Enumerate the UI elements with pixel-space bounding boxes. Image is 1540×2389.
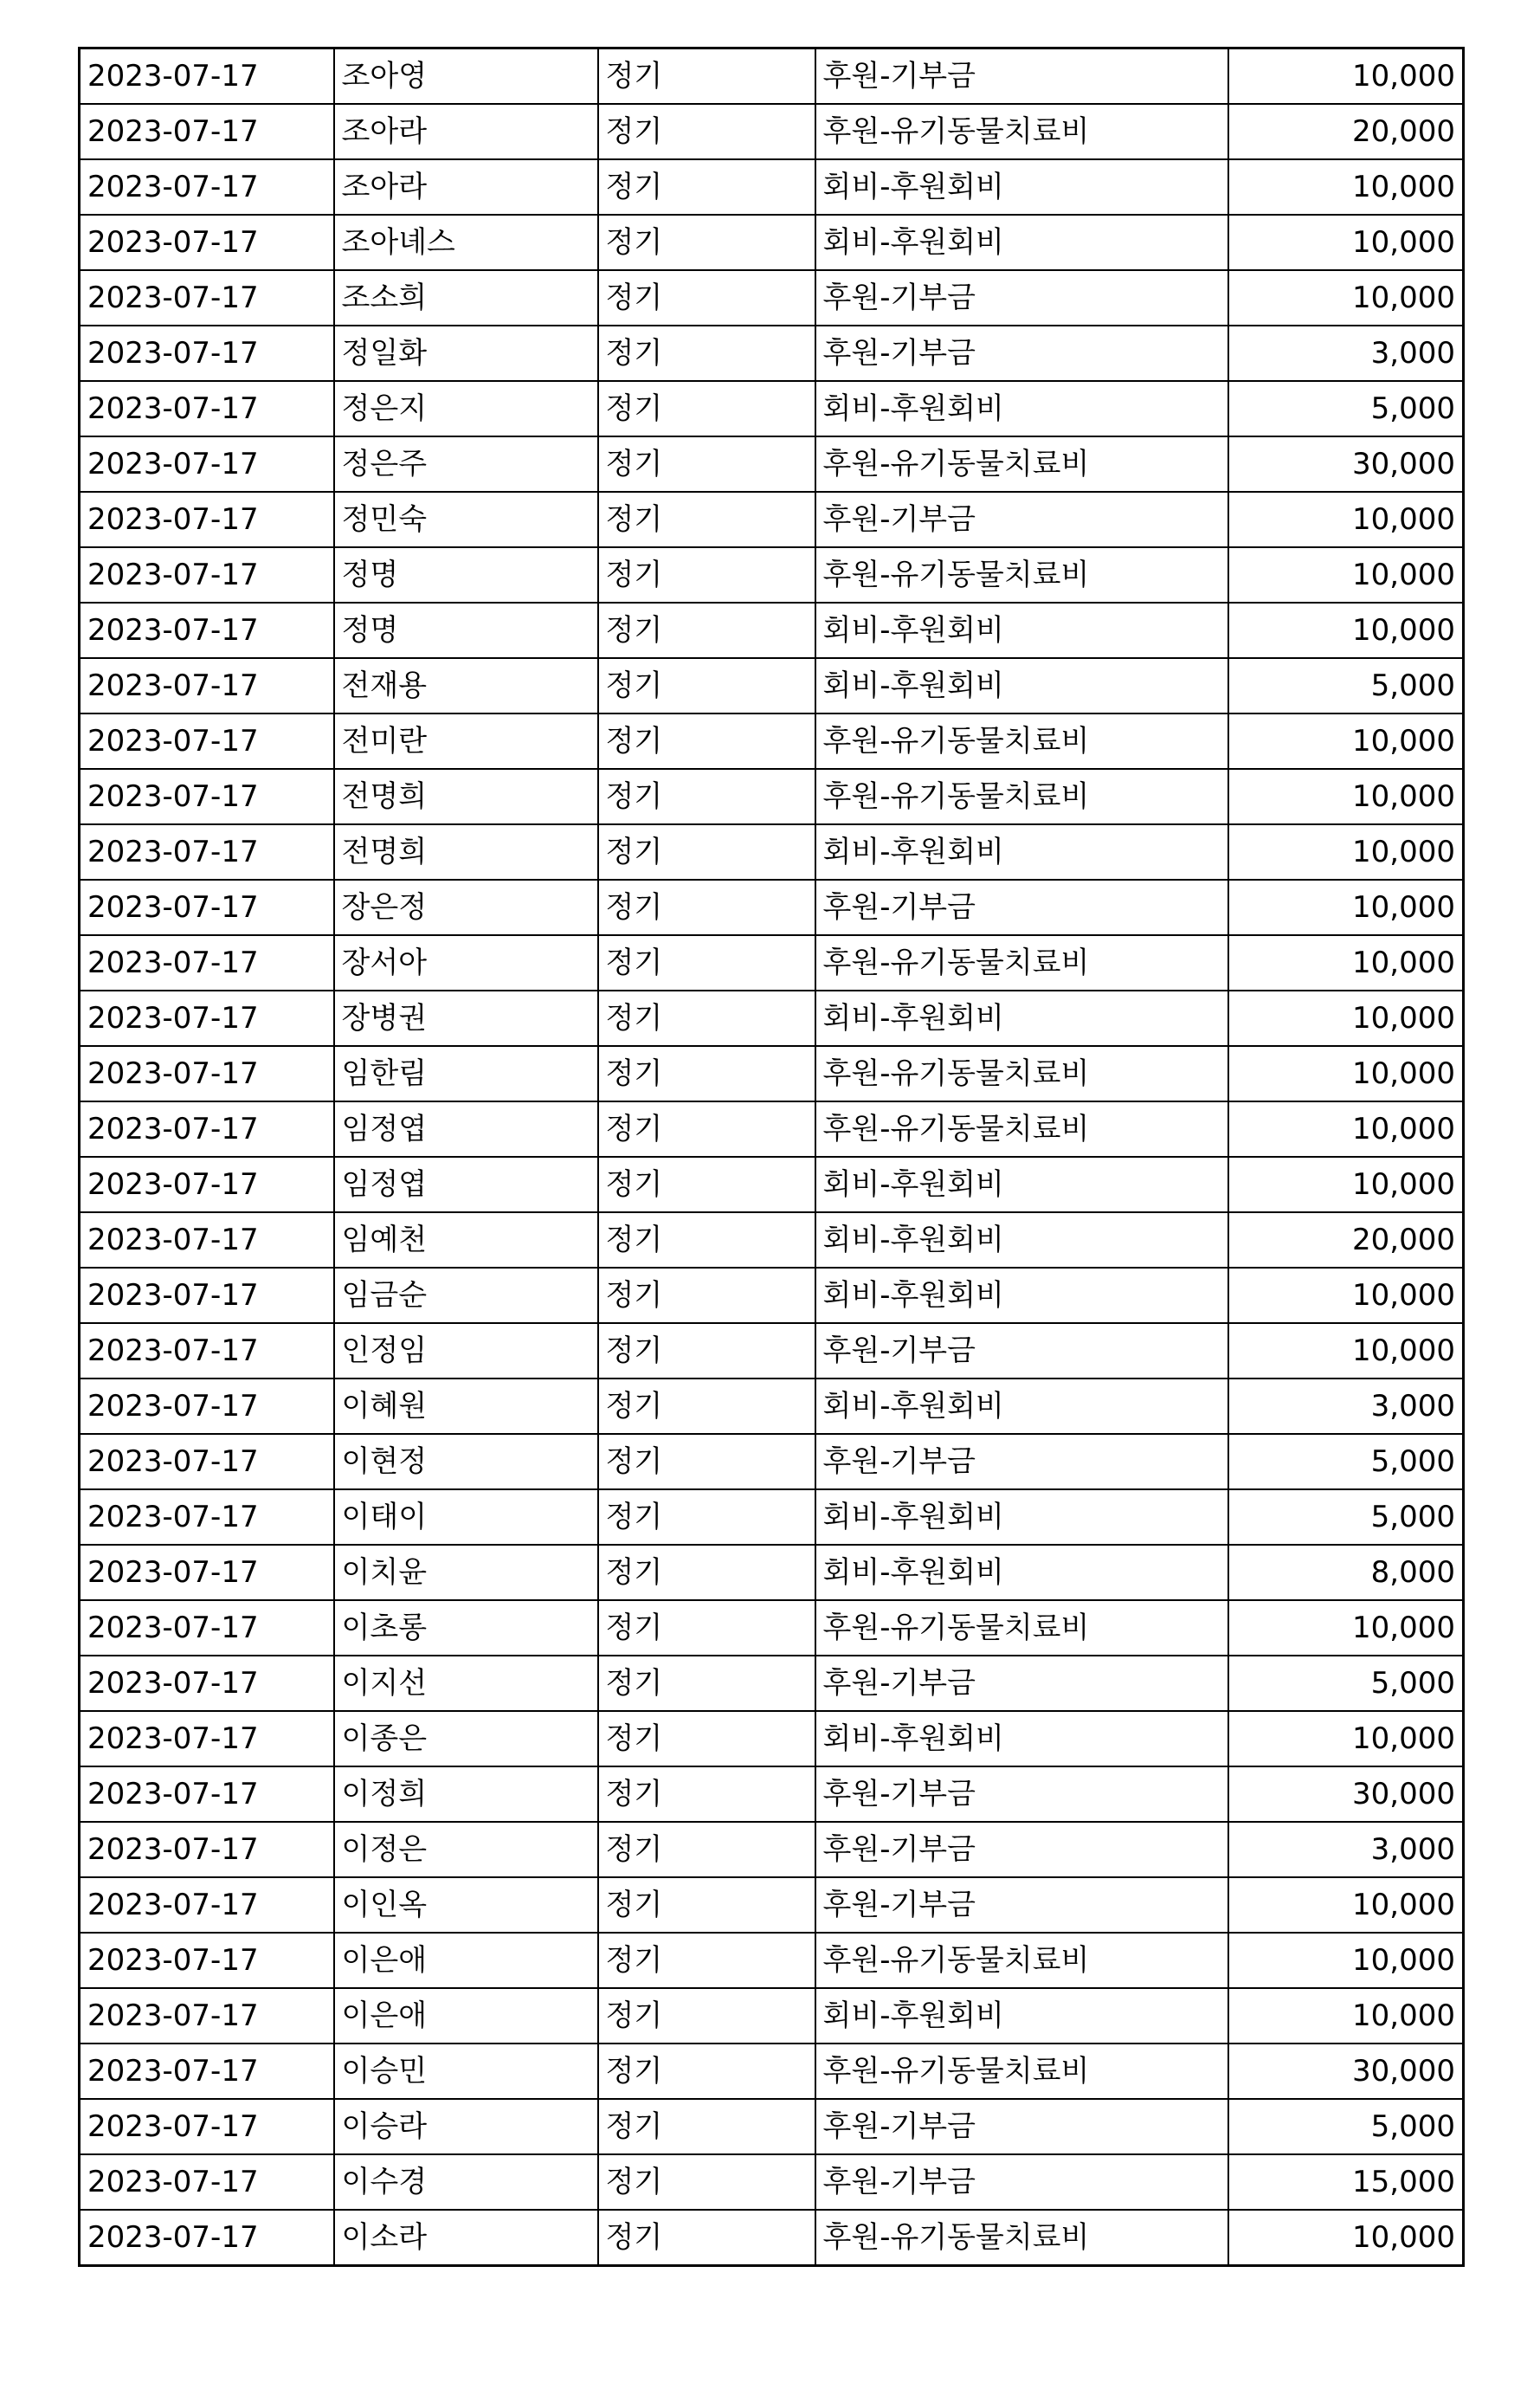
amount-cell: 5,000 [1228,2099,1464,2154]
table-row [80,2099,1464,2154]
table-row [80,1822,1464,1877]
type-cell: 정기 [598,1046,815,1101]
table-row [80,547,1464,603]
name-cell: 이은애 [334,1988,598,2044]
amount-cell: 30,000 [1228,2044,1464,2099]
type-cell: 정기 [598,1711,815,1766]
date-cell: 2023-07-17 [80,1434,334,1489]
category-cell: 회비-후원회비 [815,1379,1228,1434]
category-cell: 후원-유기동물치료비 [815,935,1228,991]
date-cell: 2023-07-17 [80,1711,334,1766]
amount-cell: 10,000 [1228,603,1464,658]
date-cell: 2023-07-17 [80,1268,334,1323]
type-cell: 정기 [598,1379,815,1434]
name-cell: 전미란 [334,713,598,769]
donation-ledger-table [78,47,1465,2267]
date-cell: 2023-07-17 [80,1600,334,1656]
category-cell: 회비-후원회비 [815,1157,1228,1212]
name-cell: 이혜원 [334,1379,598,1434]
table-row [80,1379,1464,1434]
date-cell: 2023-07-17 [80,215,334,270]
date-cell: 2023-07-17 [80,1545,334,1600]
date-cell: 2023-07-17 [80,1877,334,1933]
amount-cell: 15,000 [1228,2154,1464,2210]
table-row [80,1933,1464,1988]
table-row [80,159,1464,215]
date-cell: 2023-07-17 [80,1656,334,1711]
date-cell: 2023-07-17 [80,2044,334,2099]
name-cell: 장은정 [334,880,598,935]
name-cell: 이승라 [334,2099,598,2154]
table-row [80,104,1464,159]
category-cell: 회비-후원회비 [815,1988,1228,2044]
table-row [80,1268,1464,1323]
category-cell: 후원-기부금 [815,880,1228,935]
type-cell: 정기 [598,658,815,713]
amount-cell: 10,000 [1228,935,1464,991]
type-cell: 정기 [598,1268,815,1323]
amount-cell: 3,000 [1228,1822,1464,1877]
table-row [80,824,1464,880]
amount-cell: 10,000 [1228,1877,1464,1933]
table-row [80,215,1464,270]
table-row [80,1157,1464,1212]
name-cell: 임한림 [334,1046,598,1101]
amount-cell: 10,000 [1228,1711,1464,1766]
type-cell: 정기 [598,2154,815,2210]
type-cell: 정기 [598,2210,815,2266]
date-cell: 2023-07-17 [80,1988,334,2044]
date-cell: 2023-07-17 [80,48,334,105]
date-cell: 2023-07-17 [80,1933,334,1988]
type-cell: 정기 [598,1600,815,1656]
table-row [80,1545,1464,1600]
date-cell: 2023-07-17 [80,1157,334,1212]
category-cell: 회비-후원회비 [815,658,1228,713]
table-row [80,2210,1464,2266]
type-cell: 정기 [598,1157,815,1212]
type-cell: 정기 [598,1877,815,1933]
amount-cell: 10,000 [1228,492,1464,547]
name-cell: 이현정 [334,1434,598,1489]
type-cell: 정기 [598,824,815,880]
type-cell: 정기 [598,1988,815,2044]
amount-cell: 10,000 [1228,215,1464,270]
amount-cell: 10,000 [1228,824,1464,880]
name-cell: 이초롱 [334,1600,598,1656]
amount-cell: 10,000 [1228,547,1464,603]
amount-cell: 20,000 [1228,1212,1464,1268]
amount-cell: 10,000 [1228,1600,1464,1656]
amount-cell: 3,000 [1228,326,1464,381]
name-cell: 정은주 [334,436,598,492]
table-row [80,270,1464,326]
category-cell: 후원-기부금 [815,1877,1228,1933]
category-cell: 회비-후원회비 [815,824,1228,880]
type-cell: 정기 [598,159,815,215]
date-cell: 2023-07-17 [80,381,334,436]
date-cell: 2023-07-17 [80,436,334,492]
amount-cell: 5,000 [1228,1489,1464,1545]
type-cell: 정기 [598,270,815,326]
category-cell: 후원-기부금 [815,2154,1228,2210]
name-cell: 이인옥 [334,1877,598,1933]
amount-cell: 10,000 [1228,270,1464,326]
amount-cell: 10,000 [1228,769,1464,824]
type-cell: 정기 [598,880,815,935]
date-cell: 2023-07-17 [80,2154,334,2210]
table-row [80,1323,1464,1379]
table-row [80,713,1464,769]
category-cell: 후원-기부금 [815,1766,1228,1822]
date-cell: 2023-07-17 [80,2099,334,2154]
type-cell: 정기 [598,1822,815,1877]
name-cell: 전명희 [334,769,598,824]
name-cell: 전재용 [334,658,598,713]
table-row [80,2044,1464,2099]
name-cell: 장병권 [334,991,598,1046]
date-cell: 2023-07-17 [80,492,334,547]
table-row [80,1988,1464,2044]
amount-cell: 5,000 [1228,1434,1464,1489]
name-cell: 조아영 [334,48,598,105]
table-row [80,769,1464,824]
amount-cell: 10,000 [1228,1157,1464,1212]
name-cell: 조아라 [334,159,598,215]
name-cell: 조아녜스 [334,215,598,270]
name-cell: 이승민 [334,2044,598,2099]
type-cell: 정기 [598,1766,815,1822]
category-cell: 후원-기부금 [815,1656,1228,1711]
category-cell: 후원-유기동물치료비 [815,2210,1228,2266]
date-cell: 2023-07-17 [80,1046,334,1101]
type-cell: 정기 [598,215,815,270]
type-cell: 정기 [598,2099,815,2154]
name-cell: 임금순 [334,1268,598,1323]
type-cell: 정기 [598,603,815,658]
amount-cell: 10,000 [1228,991,1464,1046]
type-cell: 정기 [598,326,815,381]
type-cell: 정기 [598,769,815,824]
category-cell: 후원-기부금 [815,48,1228,105]
name-cell: 이정은 [334,1822,598,1877]
type-cell: 정기 [598,2044,815,2099]
type-cell: 정기 [598,492,815,547]
category-cell: 회비-후원회비 [815,991,1228,1046]
name-cell: 장서아 [334,935,598,991]
date-cell: 2023-07-17 [80,1323,334,1379]
date-cell: 2023-07-17 [80,326,334,381]
ledger-body [80,48,1464,2266]
type-cell: 정기 [598,104,815,159]
table-row [80,1711,1464,1766]
amount-cell: 3,000 [1228,1379,1464,1434]
category-cell: 회비-후원회비 [815,1711,1228,1766]
table-row [80,1877,1464,1933]
amount-cell: 10,000 [1228,1101,1464,1157]
category-cell: 회비-후원회비 [815,603,1228,658]
category-cell: 회비-후원회비 [815,381,1228,436]
type-cell: 정기 [598,1545,815,1600]
date-cell: 2023-07-17 [80,769,334,824]
name-cell: 조소희 [334,270,598,326]
type-cell: 정기 [598,1323,815,1379]
amount-cell: 10,000 [1228,1046,1464,1101]
category-cell: 후원-기부금 [815,1434,1228,1489]
category-cell: 후원-유기동물치료비 [815,1046,1228,1101]
table-row [80,2154,1464,2210]
category-cell: 후원-유기동물치료비 [815,2044,1228,2099]
name-cell: 임정엽 [334,1101,598,1157]
table-row [80,1600,1464,1656]
table-row [80,880,1464,935]
category-cell: 후원-기부금 [815,270,1228,326]
type-cell: 정기 [598,1101,815,1157]
type-cell: 정기 [598,48,815,105]
date-cell: 2023-07-17 [80,603,334,658]
type-cell: 정기 [598,1434,815,1489]
name-cell: 정명 [334,603,598,658]
date-cell: 2023-07-17 [80,1379,334,1434]
category-cell: 회비-후원회비 [815,215,1228,270]
name-cell: 이종은 [334,1711,598,1766]
category-cell: 후원-기부금 [815,2099,1228,2154]
amount-cell: 8,000 [1228,1545,1464,1600]
date-cell: 2023-07-17 [80,159,334,215]
amount-cell: 10,000 [1228,1988,1464,2044]
table-row [80,1046,1464,1101]
name-cell: 이은애 [334,1933,598,1988]
table-row [80,436,1464,492]
date-cell: 2023-07-17 [80,935,334,991]
date-cell: 2023-07-17 [80,547,334,603]
name-cell: 인정임 [334,1323,598,1379]
date-cell: 2023-07-17 [80,1822,334,1877]
table-row [80,1656,1464,1711]
name-cell: 정민숙 [334,492,598,547]
name-cell: 임예천 [334,1212,598,1268]
amount-cell: 30,000 [1228,436,1464,492]
category-cell: 후원-유기동물치료비 [815,547,1228,603]
amount-cell: 10,000 [1228,2210,1464,2266]
name-cell: 정명 [334,547,598,603]
amount-cell: 10,000 [1228,48,1464,105]
table-row [80,1489,1464,1545]
date-cell: 2023-07-17 [80,104,334,159]
date-cell: 2023-07-17 [80,658,334,713]
category-cell: 후원-기부금 [815,492,1228,547]
name-cell: 정은지 [334,381,598,436]
table-row [80,1434,1464,1489]
name-cell: 이정희 [334,1766,598,1822]
amount-cell: 10,000 [1228,1268,1464,1323]
name-cell: 이지선 [334,1656,598,1711]
category-cell: 회비-후원회비 [815,1212,1228,1268]
category-cell: 회비-후원회비 [815,159,1228,215]
type-cell: 정기 [598,1489,815,1545]
category-cell: 후원-기부금 [815,1323,1228,1379]
table-row [80,492,1464,547]
amount-cell: 10,000 [1228,880,1464,935]
category-cell: 후원-유기동물치료비 [815,713,1228,769]
category-cell: 후원-유기동물치료비 [815,1101,1228,1157]
category-cell: 후원-유기동물치료비 [815,104,1228,159]
date-cell: 2023-07-17 [80,824,334,880]
name-cell: 조아라 [334,104,598,159]
category-cell: 후원-기부금 [815,1822,1228,1877]
category-cell: 후원-유기동물치료비 [815,1933,1228,1988]
date-cell: 2023-07-17 [80,2210,334,2266]
type-cell: 정기 [598,935,815,991]
category-cell: 회비-후원회비 [815,1268,1228,1323]
date-cell: 2023-07-17 [80,880,334,935]
table-row [80,991,1464,1046]
category-cell: 후원-기부금 [815,326,1228,381]
date-cell: 2023-07-17 [80,1766,334,1822]
type-cell: 정기 [598,436,815,492]
type-cell: 정기 [598,381,815,436]
name-cell: 전명희 [334,824,598,880]
amount-cell: 30,000 [1228,1766,1464,1822]
amount-cell: 10,000 [1228,713,1464,769]
date-cell: 2023-07-17 [80,1101,334,1157]
amount-cell: 10,000 [1228,1323,1464,1379]
type-cell: 정기 [598,547,815,603]
table-row [80,1101,1464,1157]
table-row [80,658,1464,713]
date-cell: 2023-07-17 [80,991,334,1046]
date-cell: 2023-07-17 [80,713,334,769]
table-row [80,1766,1464,1822]
name-cell: 정일화 [334,326,598,381]
category-cell: 후원-유기동물치료비 [815,436,1228,492]
name-cell: 이치윤 [334,1545,598,1600]
category-cell: 회비-후원회비 [815,1545,1228,1600]
name-cell: 이수경 [334,2154,598,2210]
date-cell: 2023-07-17 [80,1212,334,1268]
amount-cell: 10,000 [1228,1933,1464,1988]
amount-cell: 10,000 [1228,159,1464,215]
name-cell: 이소라 [334,2210,598,2266]
date-cell: 2023-07-17 [80,270,334,326]
date-cell: 2023-07-17 [80,1489,334,1545]
table-row [80,48,1464,105]
table-row [80,381,1464,436]
name-cell: 이태이 [334,1489,598,1545]
table-row [80,326,1464,381]
amount-cell: 20,000 [1228,104,1464,159]
amount-cell: 5,000 [1228,381,1464,436]
type-cell: 정기 [598,1656,815,1711]
type-cell: 정기 [598,1933,815,1988]
table-row [80,1212,1464,1268]
amount-cell: 5,000 [1228,658,1464,713]
table-row [80,603,1464,658]
table-row [80,935,1464,991]
type-cell: 정기 [598,713,815,769]
type-cell: 정기 [598,991,815,1046]
name-cell: 임정엽 [334,1157,598,1212]
type-cell: 정기 [598,1212,815,1268]
amount-cell: 5,000 [1228,1656,1464,1711]
category-cell: 후원-유기동물치료비 [815,769,1228,824]
category-cell: 후원-유기동물치료비 [815,1600,1228,1656]
category-cell: 회비-후원회비 [815,1489,1228,1545]
